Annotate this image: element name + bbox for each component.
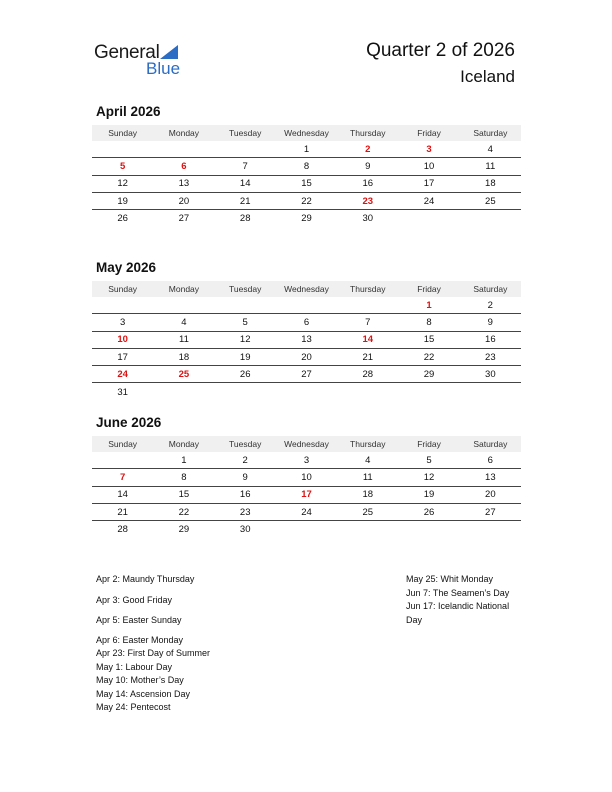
weekday-label: Friday bbox=[417, 439, 441, 449]
holiday-date-cell: 14 bbox=[362, 334, 374, 346]
logo-triangle-icon bbox=[160, 45, 178, 59]
weekday-label: Sunday bbox=[108, 128, 138, 138]
calendar-grid bbox=[92, 281, 521, 401]
week-row bbox=[92, 487, 521, 504]
date-cell: 17 bbox=[423, 178, 435, 190]
date-cell: 8 bbox=[181, 471, 187, 483]
date-cell: 30 bbox=[239, 524, 251, 536]
logo-blue-text: Blue bbox=[146, 59, 181, 78]
weekday-label: Saturday bbox=[473, 284, 508, 294]
holiday-note: May 1: Labour Day bbox=[96, 661, 173, 672]
date-cell: 24 bbox=[301, 506, 312, 518]
weekday-label: Monday bbox=[168, 128, 200, 138]
date-cell: 11 bbox=[485, 160, 496, 172]
date-cell: 1 bbox=[181, 454, 187, 466]
week-row bbox=[92, 452, 521, 469]
holiday-note: Apr 5: Easter Sunday bbox=[96, 615, 182, 625]
week-row bbox=[92, 366, 521, 383]
holiday-date-cell: 3 bbox=[426, 143, 432, 155]
date-cell: 13 bbox=[301, 334, 312, 346]
week-row bbox=[92, 314, 521, 331]
week-row bbox=[92, 521, 521, 538]
weekday-label: Wednesday bbox=[284, 284, 329, 294]
date-cell: 16 bbox=[362, 178, 374, 190]
date-cell: 10 bbox=[423, 160, 435, 172]
holiday-note: May 25: Whit Monday bbox=[406, 574, 494, 584]
date-cell: 9 bbox=[365, 160, 371, 172]
holiday-note: Apr 2: Maundy Thursday bbox=[96, 574, 195, 584]
weekday-label: Sunday bbox=[108, 439, 138, 449]
date-cell: 3 bbox=[303, 454, 310, 466]
holiday-date-cell: 24 bbox=[117, 368, 128, 380]
weekday-label: Tuesday bbox=[229, 439, 262, 449]
date-cell: 22 bbox=[301, 195, 312, 207]
date-cell: 18 bbox=[178, 351, 190, 363]
date-cell: 28 bbox=[362, 368, 374, 380]
month-title: April 2026 bbox=[96, 104, 161, 119]
weekday-label: Tuesday bbox=[229, 128, 262, 138]
week-row bbox=[92, 141, 521, 158]
date-cell: 29 bbox=[178, 524, 190, 536]
date-cell: 15 bbox=[423, 334, 435, 346]
weekday-label: Sunday bbox=[108, 284, 138, 294]
weekday-label: Saturday bbox=[473, 439, 508, 449]
date-cell: 14 bbox=[117, 489, 128, 501]
holiday-note: Jun 7: The Seamen’s Day bbox=[406, 587, 510, 598]
month-title: June 2026 bbox=[96, 415, 162, 430]
holiday-date-cell: 2 bbox=[365, 143, 371, 155]
weekday-label: Thursday bbox=[350, 284, 386, 294]
holiday-date-cell: 5 bbox=[119, 160, 126, 172]
date-cell: 19 bbox=[423, 489, 435, 501]
date-cell: 27 bbox=[301, 368, 312, 380]
week-row bbox=[92, 383, 521, 400]
month-title: May 2026 bbox=[96, 260, 157, 275]
week-row bbox=[92, 158, 521, 175]
calendar-grid bbox=[92, 436, 521, 538]
date-cell: 22 bbox=[178, 506, 190, 518]
date-cell: 26 bbox=[117, 213, 128, 225]
holiday-note: Jun 17: Icelandic National Day bbox=[406, 601, 510, 625]
date-cell: 4 bbox=[181, 316, 187, 328]
month-april bbox=[92, 104, 521, 227]
week-row bbox=[92, 193, 521, 210]
date-cell: 28 bbox=[239, 213, 251, 225]
date-cell: 27 bbox=[178, 213, 190, 225]
date-cell: 26 bbox=[423, 506, 435, 518]
holiday-date-cell: 10 bbox=[117, 334, 128, 346]
weekday-label: Wednesday bbox=[284, 439, 329, 449]
date-cell: 11 bbox=[178, 334, 189, 346]
holiday-note: May 24: Pentecost bbox=[96, 702, 171, 712]
date-cell: 13 bbox=[178, 178, 190, 190]
holiday-note: May 14: Ascension Day bbox=[96, 688, 191, 699]
holiday-date-cell: 7 bbox=[119, 471, 126, 483]
date-cell: 26 bbox=[239, 368, 251, 380]
date-cell: 6 bbox=[303, 316, 310, 328]
date-cell: 15 bbox=[178, 489, 190, 501]
weekday-label: Friday bbox=[417, 128, 441, 138]
date-cell: 2 bbox=[242, 454, 248, 466]
date-cell: 20 bbox=[178, 195, 190, 207]
date-cell: 9 bbox=[242, 471, 248, 483]
holiday-note: Apr 3: Good Friday bbox=[96, 594, 173, 605]
holiday-date-cell: 6 bbox=[181, 160, 187, 172]
weekday-label: Monday bbox=[168, 439, 200, 449]
date-cell: 21 bbox=[362, 351, 374, 363]
holiday-date-cell: 23 bbox=[362, 195, 374, 207]
holiday-note: Apr 23: First Day of Summer bbox=[96, 648, 211, 658]
date-cell: 19 bbox=[239, 351, 251, 363]
calendar-grid bbox=[92, 125, 521, 227]
date-cell: 11 bbox=[362, 471, 373, 483]
date-cell: 3 bbox=[119, 316, 126, 328]
date-cell: 28 bbox=[117, 524, 128, 536]
weekday-header bbox=[92, 281, 521, 297]
week-row bbox=[92, 210, 521, 227]
weekday-label: Thursday bbox=[350, 128, 386, 138]
date-cell: 21 bbox=[239, 195, 251, 207]
date-cell: 8 bbox=[426, 316, 432, 328]
date-cell: 29 bbox=[301, 213, 312, 225]
month-may bbox=[92, 260, 521, 401]
weekday-label: Friday bbox=[417, 284, 441, 294]
date-cell: 19 bbox=[117, 195, 128, 207]
date-cell: 15 bbox=[301, 178, 312, 190]
date-cell: 20 bbox=[301, 351, 312, 363]
week-row bbox=[92, 176, 521, 193]
date-cell: 18 bbox=[362, 489, 374, 501]
date-cell: 9 bbox=[487, 316, 493, 328]
country-name: Iceland bbox=[460, 67, 515, 86]
date-cell: 31 bbox=[117, 386, 128, 398]
month-june bbox=[92, 415, 521, 538]
logo bbox=[94, 42, 194, 82]
date-cell: 16 bbox=[239, 489, 251, 501]
weekday-header bbox=[92, 125, 521, 141]
weekday-label: Wednesday bbox=[284, 128, 329, 138]
weekday-label: Monday bbox=[168, 284, 200, 294]
holiday-note: Apr 6: Easter Monday bbox=[96, 634, 184, 645]
date-cell: 12 bbox=[423, 471, 435, 483]
date-cell: 18 bbox=[485, 178, 496, 190]
date-cell: 27 bbox=[485, 506, 496, 518]
date-cell: 29 bbox=[423, 368, 435, 380]
week-row bbox=[92, 504, 521, 521]
week-row bbox=[92, 297, 521, 314]
holiday-date-cell: 1 bbox=[426, 299, 432, 311]
page-title: Quarter 2 of 2026 bbox=[366, 40, 515, 61]
date-cell: 22 bbox=[423, 351, 435, 363]
date-cell: 7 bbox=[365, 316, 371, 328]
date-cell: 20 bbox=[485, 489, 496, 501]
date-cell: 24 bbox=[423, 195, 435, 207]
holiday-date-cell: 17 bbox=[301, 489, 312, 501]
date-cell: 23 bbox=[485, 351, 496, 363]
holiday-notes-left bbox=[96, 573, 296, 715]
weekday-label: Tuesday bbox=[229, 284, 262, 294]
week-row bbox=[92, 332, 521, 349]
date-cell: 2 bbox=[487, 299, 493, 311]
logo-general-text: General bbox=[94, 42, 160, 63]
date-cell: 25 bbox=[485, 195, 496, 207]
date-cell: 12 bbox=[117, 178, 128, 190]
date-cell: 12 bbox=[239, 334, 251, 346]
date-cell: 4 bbox=[365, 454, 371, 466]
holiday-date-cell: 25 bbox=[178, 368, 190, 380]
date-cell: 5 bbox=[242, 316, 248, 328]
week-row bbox=[92, 469, 521, 486]
date-cell: 8 bbox=[303, 160, 310, 172]
date-cell: 30 bbox=[362, 213, 374, 225]
date-cell: 1 bbox=[303, 143, 310, 155]
weekday-header bbox=[92, 436, 521, 452]
date-cell: 13 bbox=[485, 471, 496, 483]
date-cell: 23 bbox=[239, 506, 251, 518]
weekday-label: Thursday bbox=[350, 439, 386, 449]
date-cell: 4 bbox=[487, 143, 493, 155]
week-row bbox=[92, 349, 521, 366]
date-cell: 6 bbox=[487, 454, 493, 466]
date-cell: 30 bbox=[485, 368, 496, 380]
holiday-note: May 10: Mother’s Day bbox=[96, 675, 184, 685]
date-cell: 17 bbox=[117, 351, 128, 363]
date-cell: 7 bbox=[242, 160, 248, 172]
date-cell: 5 bbox=[426, 454, 432, 466]
date-cell: 10 bbox=[301, 471, 312, 483]
weekday-label: Saturday bbox=[473, 128, 508, 138]
date-cell: 14 bbox=[239, 178, 251, 190]
holiday-notes-right bbox=[406, 573, 516, 627]
date-cell: 25 bbox=[362, 506, 374, 518]
date-cell: 21 bbox=[117, 506, 128, 518]
date-cell: 16 bbox=[485, 334, 496, 346]
